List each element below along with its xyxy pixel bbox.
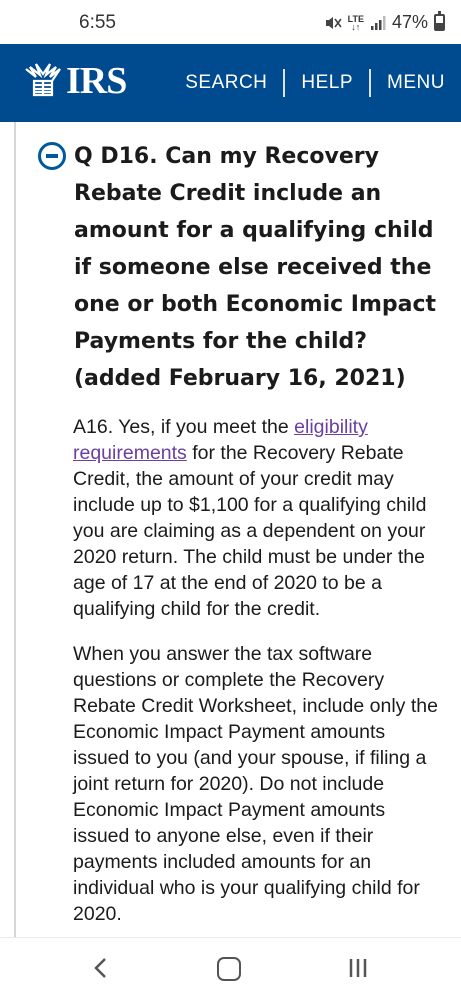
system-nav-bar [0,937,461,999]
irs-logo[interactable] [22,61,126,101]
question-title[interactable]: Q D16. Can my Recovery Rebate Credit include an amount for a qualifying child if someone else received the one or both Economic Impact Payments for the child? (added February 16, 2021) [74,144,437,391]
battery-percent: 47% [391,12,428,32]
status-bar [0,0,461,44]
collapse-icon[interactable] [38,142,66,170]
eagle-icon [22,61,64,101]
nav-search[interactable]: SEARCH [185,72,268,93]
eligibility-requirements-link[interactable]: eligibility requirements [73,416,368,464]
answer-text: for the Recovery Rebate Credit, the amount of your credit may include up to $1,100 for a qualifying child you are claiming as a dependent on your 2020 return. The child must be under the age of 17 at the end of 2020 to be a qualifying child for the credit. [73,442,427,620]
home-icon[interactable] [217,957,241,981]
lte-icon: LTE ↓↑ [347,13,364,32]
recent-apps-icon[interactable] [347,956,369,980]
logo-text: IRS [66,60,127,102]
mute-icon [324,15,342,31]
signal-icon [370,15,386,31]
status-time: 6:55 [79,12,116,33]
header-nav [169,44,461,122]
nav-menu[interactable]: MENU [387,72,445,93]
answer-paragraph-2: When you answer the tax software questions or complete the Recovery Rebate Credit Worksheet, include only the Economic Impact Payment amounts issued to you (and your spouse, if filing a joint return for 2020). Do not include Economic Impact Payment amounts issued to anyone else, even if their payments included amounts for an individual who is your qualifying child for 2020. [73,643,438,925]
network-label: LTE [347,13,364,24]
nav-help[interactable]: HELP [301,72,354,93]
nav-divider [369,69,371,97]
battery-icon [434,14,445,31]
nav-divider [283,69,285,97]
answer-text: A16. Yes, if you meet the [73,416,295,438]
answer-paragraph-1 [73,414,441,622]
back-icon[interactable] [90,956,112,980]
status-icons [324,12,445,33]
faq-content [14,122,461,937]
site-header [0,44,461,122]
